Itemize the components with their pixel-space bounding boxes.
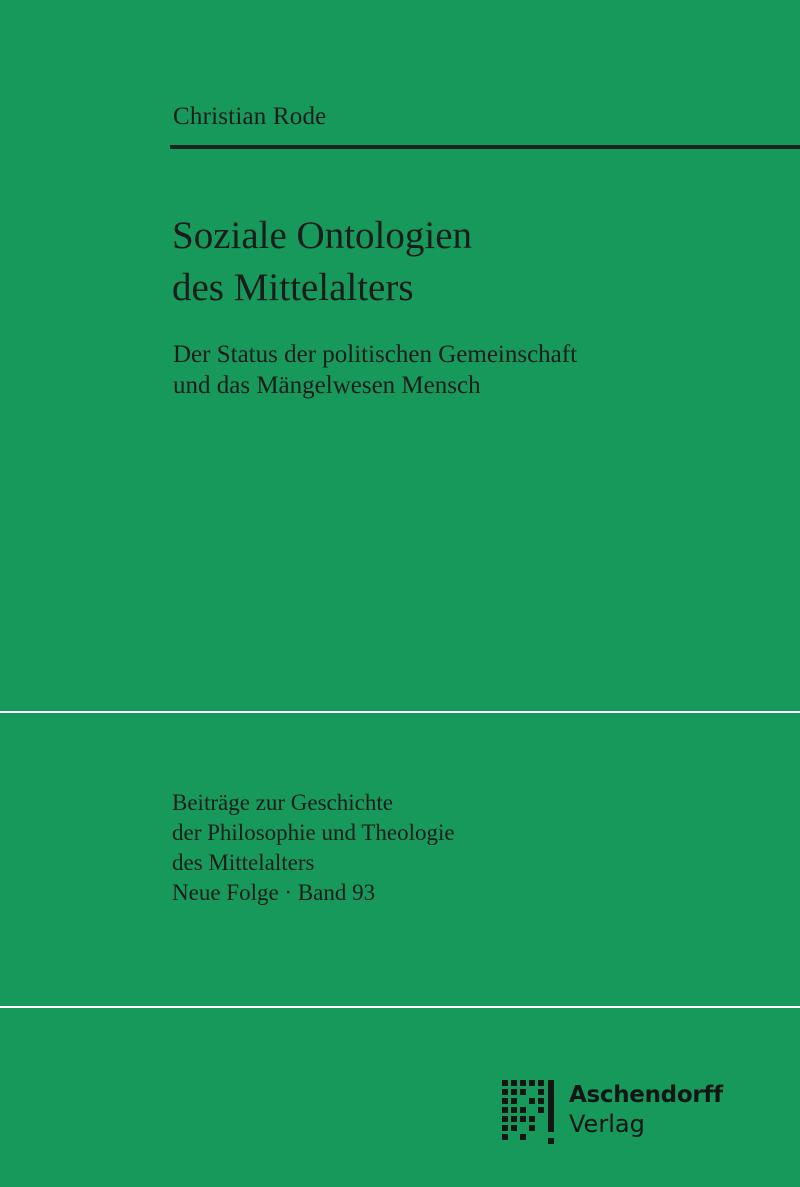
series-info [172,788,455,908]
publisher-name: Aschendorff [569,1082,723,1108]
title-line-2: des Mittelalters [172,266,414,309]
subtitle-line-2: und das Mängelwesen Mensch [173,372,481,399]
series-line-3: des Mittelalters [172,850,315,875]
subtitle-line-1: Der Status der politischen Gemeinschaft [173,341,578,368]
publisher-logo [502,1078,762,1148]
title-line-1: Soziale Ontologien [172,214,473,257]
pixel-grid-a-logo-icon [502,1078,562,1148]
lower-white-divider [0,1006,800,1008]
series-line-4: Neue Folge · Band 93 [172,880,376,905]
author-name: Christian Rode [173,103,327,130]
upper-white-divider [0,711,800,713]
series-line-1: Beiträge zur Geschichte [172,790,393,815]
publisher-subtitle: Verlag [569,1110,645,1138]
book-title [172,210,472,314]
series-line-2: der Philosophie und Theologie [172,820,455,845]
book-subtitle [173,339,577,401]
author-divider [170,145,800,149]
